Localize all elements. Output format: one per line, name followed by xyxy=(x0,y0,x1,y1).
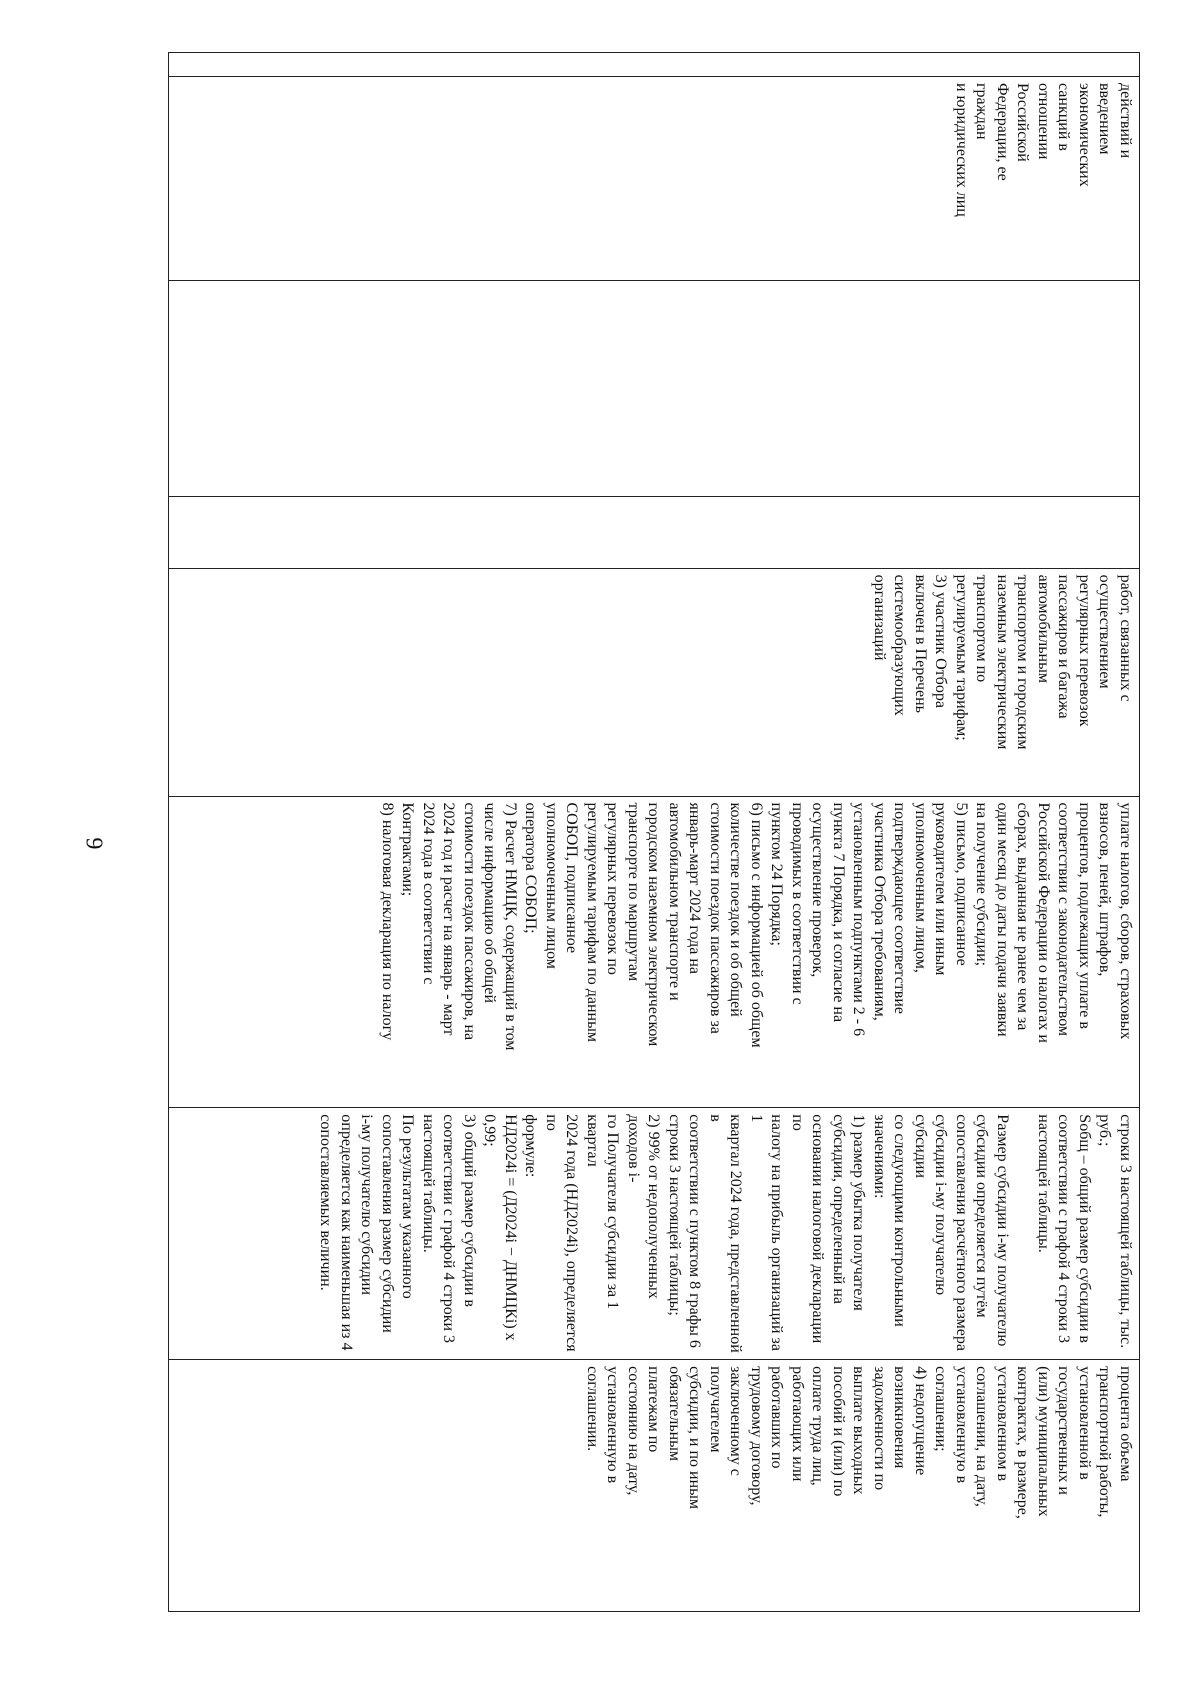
cell-text-line: 1) размер убытка получателя xyxy=(850,1114,868,1311)
cell-text-line: обязательным xyxy=(666,1366,683,1462)
cell-text-line: один месяц до даты подачи заявки xyxy=(994,802,1011,1037)
cell-text-line: i-му получателю субсидии xyxy=(358,1114,376,1296)
cell-text-line: руководителем или иным xyxy=(932,802,950,976)
cell-text-line: автомобильном транспорте и xyxy=(666,802,683,1001)
cell-text-line: действий и xyxy=(1117,82,1134,159)
table-cell-col-4 xyxy=(169,496,1140,568)
cell-text-line: платежам по xyxy=(645,1366,663,1453)
cell-text-line: основании налоговой декларации по xyxy=(789,1114,827,1344)
cell-text-line: пунктом 24 Порядка; xyxy=(768,802,786,946)
cell-text-line: 3) общий размер субсидии в xyxy=(461,1114,478,1307)
cell-text-line: формуле: xyxy=(522,1114,540,1178)
cell-text-line: установленной в xyxy=(1076,1366,1093,1480)
cell-text-line: установленную в xyxy=(953,1366,970,1484)
table-cell-col-5 xyxy=(169,568,1140,796)
cell-text-line: пункта 7 Порядка, и согласие на xyxy=(830,802,847,1023)
cell-text-line: субсидии, определенный на xyxy=(830,1114,847,1304)
cell-text-line: Российской Федерации о налогах и xyxy=(1035,802,1052,1043)
cell-text-line: регулярных перевозок по xyxy=(604,802,622,975)
cell-text-line: задолженности по xyxy=(871,1366,888,1491)
cell-text-line: налогу на прибыль организаций за 1 xyxy=(748,1114,786,1351)
cell-text-line: подтверждающее соответствие xyxy=(891,802,909,1015)
cell-text-line: процентов, подлежащих уплате в xyxy=(1076,802,1093,1029)
cell-text-line: настоящей таблицы. xyxy=(420,1114,437,1253)
cell-text-line: городском наземном электрическом xyxy=(645,802,663,1047)
cell-text-line: Российской xyxy=(1014,82,1032,162)
cell-text-line: проводимых в соответствии с xyxy=(789,802,806,1005)
cell-text-line: уплате налогов, сборов, страховых xyxy=(1117,802,1134,1040)
cell-text-line: наземным электрическим xyxy=(994,574,1011,750)
cell-text-line: количестве поездок и об общей xyxy=(727,802,745,1017)
cell-text-line: регулярных перевозок xyxy=(1076,574,1093,727)
cell-text-line: соответствии с графой 4 строки 3 xyxy=(440,1114,458,1344)
cell-text-line: санкций в xyxy=(1055,82,1073,151)
cell-text-line: соглашении; xyxy=(932,1366,950,1452)
cell-text-line: Размер субсидии i-му получателю xyxy=(994,1114,1011,1347)
cell-text-line: введением xyxy=(1096,82,1114,155)
table-cell-col-6 xyxy=(169,796,1140,1108)
cell-text-line: Федерации, ее xyxy=(994,82,1011,181)
cell-text-line: получателем xyxy=(707,1366,724,1453)
table-row xyxy=(169,53,1140,1612)
table-cell-col-1 xyxy=(169,53,1140,77)
table-cell-col-3 xyxy=(169,280,1140,496)
cell-text-line: 4) недопущение xyxy=(912,1366,929,1476)
cell-text-line: регулируемым тарифам по данным xyxy=(584,802,601,1042)
cell-text-line: состоянию на дату, xyxy=(625,1366,642,1496)
cell-text-line: установленном в xyxy=(994,1366,1011,1482)
cell-text-line: и юридических лиц xyxy=(953,82,970,217)
cell-text-line: работавших по xyxy=(768,1366,786,1469)
cell-text-line: 5) письмо, подписанное xyxy=(953,802,970,966)
cell-text-line: го Получателя субсидии за 1 квартал xyxy=(584,1114,622,1310)
cell-text-line: транспорте по маршрутам xyxy=(625,802,642,982)
cell-text-line: автомобильным xyxy=(1035,574,1052,683)
cell-text-line: 2024 года (НД2024i), определяется по xyxy=(543,1114,581,1352)
cell-text-line: субсидии определяется путём xyxy=(973,1114,991,1318)
table-cell-col-2 xyxy=(169,76,1140,280)
cell-text-line: соответствии с графой 4 строки 3 xyxy=(1055,1114,1073,1344)
cell-text-line: числе информацию об общей xyxy=(481,802,499,1004)
cell-text-line: уполномоченным лицом, xyxy=(912,802,929,973)
rotated-table-wrapper xyxy=(168,52,1140,1612)
cell-text-line: январь-март 2024 года на xyxy=(686,802,704,974)
cell-text-line: 6) письмо с информацией об общем xyxy=(748,802,765,1048)
cell-text-line: (или) муниципальных xyxy=(1035,1366,1052,1517)
cell-text-line: оплате труда лиц, xyxy=(809,1366,827,1486)
cell-text-line: 3) участник Отбора xyxy=(932,574,950,708)
cell-text-line: регулируемым тарифам; xyxy=(953,574,970,741)
cell-text-line: работ, связанных с xyxy=(1117,574,1134,702)
cell-text-line: системообразующих xyxy=(891,574,909,716)
cell-text-line: возникновения xyxy=(891,1366,909,1469)
cell-text-line: на получение субсидии; xyxy=(973,802,991,967)
cell-text-line: уполномоченным лицом xyxy=(543,802,560,969)
page-number: 6 xyxy=(82,837,109,850)
cell-text-line: квартал 2024 года, представленной в xyxy=(707,1114,745,1353)
cell-text-line: субсидии, и по иным xyxy=(686,1366,704,1509)
cell-text-line: установленным подпунктами 2 - 6 xyxy=(850,802,868,1037)
cell-text-line: НД2024i = (Д2024i − ДНМЦКi) x 0,99; xyxy=(481,1114,519,1341)
cell-text-line: граждан xyxy=(973,82,991,140)
cell-text-line: выплате выходных xyxy=(850,1366,868,1495)
cell-text-line: установленную в xyxy=(604,1366,622,1484)
cell-text-line: организаций xyxy=(871,574,888,661)
cell-text-line: сопоставления размер субсидии xyxy=(379,1114,396,1333)
table-cell-col-8 xyxy=(169,1360,1140,1612)
cell-text-line: государственных и xyxy=(1055,1366,1073,1495)
cell-text-line: пассажиров и багажа xyxy=(1055,574,1073,719)
cell-text-line: контрактах, в размере, xyxy=(1014,1366,1032,1519)
cell-text-line: 2024 год и расчет на январь - март xyxy=(440,802,458,1036)
cell-text-line: сопоставления расчётного размера xyxy=(953,1114,970,1351)
cell-text-line: соглашении, на дату, xyxy=(973,1366,991,1507)
cell-text-line: взносов, пеней, штрафов, xyxy=(1096,802,1114,977)
cell-text-line: 8) налоговая декларация по налогу xyxy=(379,802,396,1041)
cell-text-line: сборах, выданная не ранее чем за xyxy=(1014,802,1032,1031)
cell-text-line: субсидии i-му получателю субсидии xyxy=(912,1114,950,1296)
cell-text-line: стоимости поездок пассажиров, на xyxy=(461,802,478,1041)
cell-text-line: трудовому договору, xyxy=(748,1366,765,1506)
cell-text-line: 7) Расчет НМЦК, содержащий в том xyxy=(502,802,519,1051)
cell-text-line: транспортной работы, xyxy=(1096,1366,1114,1518)
cell-text-line: транспортом и городским xyxy=(1014,574,1032,750)
cell-text-line: соответствии с законодательством xyxy=(1055,802,1073,1037)
cell-text-line: отношении xyxy=(1035,82,1052,160)
cell-text-line: соглашении. xyxy=(584,1366,601,1452)
cell-text-line: значениями: xyxy=(871,1114,888,1199)
cell-text-line: СОБОП, подписанное xyxy=(563,802,581,954)
cell-text-line: 2) 99% от недополученных доходов i- xyxy=(625,1114,663,1299)
cell-text-line: строки 3 настоящей таблицы; xyxy=(666,1114,683,1316)
cell-text-line: определяется как наименьшая из 4 xyxy=(338,1114,355,1351)
cell-text-line: процента объема xyxy=(1117,1366,1134,1482)
cell-text-line: настоящей таблицы. xyxy=(1035,1114,1052,1253)
cell-text-line: Контрактами; xyxy=(399,802,417,897)
cell-text-line: пособий и (или) по xyxy=(830,1366,847,1497)
cell-text-line: 2024 года в соответствии с xyxy=(420,802,437,985)
cell-text-line: строки 3 настоящей таблицы, тыс. xyxy=(1117,1114,1134,1349)
cell-text-line: оператора СОБОП; xyxy=(522,802,540,934)
cell-text-line: работающих или xyxy=(789,1366,806,1482)
cell-text-line: участника Отбора требованиям, xyxy=(871,802,888,1021)
cell-text-line xyxy=(1012,1114,1033,1353)
cell-text-line: руб.; xyxy=(1096,1114,1114,1147)
cell-text-line: стоимости поездок пассажиров за xyxy=(707,802,724,1034)
cell-text-line: экономических xyxy=(1076,82,1093,187)
cell-text-line: Sобщ – общий размер субсидии в xyxy=(1076,1114,1093,1343)
cell-text-line: По результатам указанного xyxy=(399,1114,417,1299)
cell-text-line: сопоставляемых величин. xyxy=(317,1114,335,1291)
cell-text-line: осуществлением xyxy=(1096,574,1114,689)
cell-text-line: осуществление проверок, xyxy=(809,802,827,978)
table-cell-col-7 xyxy=(169,1108,1140,1360)
cell-text-line: соответствии с пунктом 8 графы 6 xyxy=(686,1114,704,1348)
cell-text-line: заключенному с xyxy=(727,1366,745,1476)
requirements-table xyxy=(168,52,1140,1612)
cell-text-line: включен в Перечень xyxy=(912,574,929,713)
cell-text-line: со следующими контрольными xyxy=(891,1114,909,1327)
cell-text-line: транспортом по xyxy=(973,574,991,683)
